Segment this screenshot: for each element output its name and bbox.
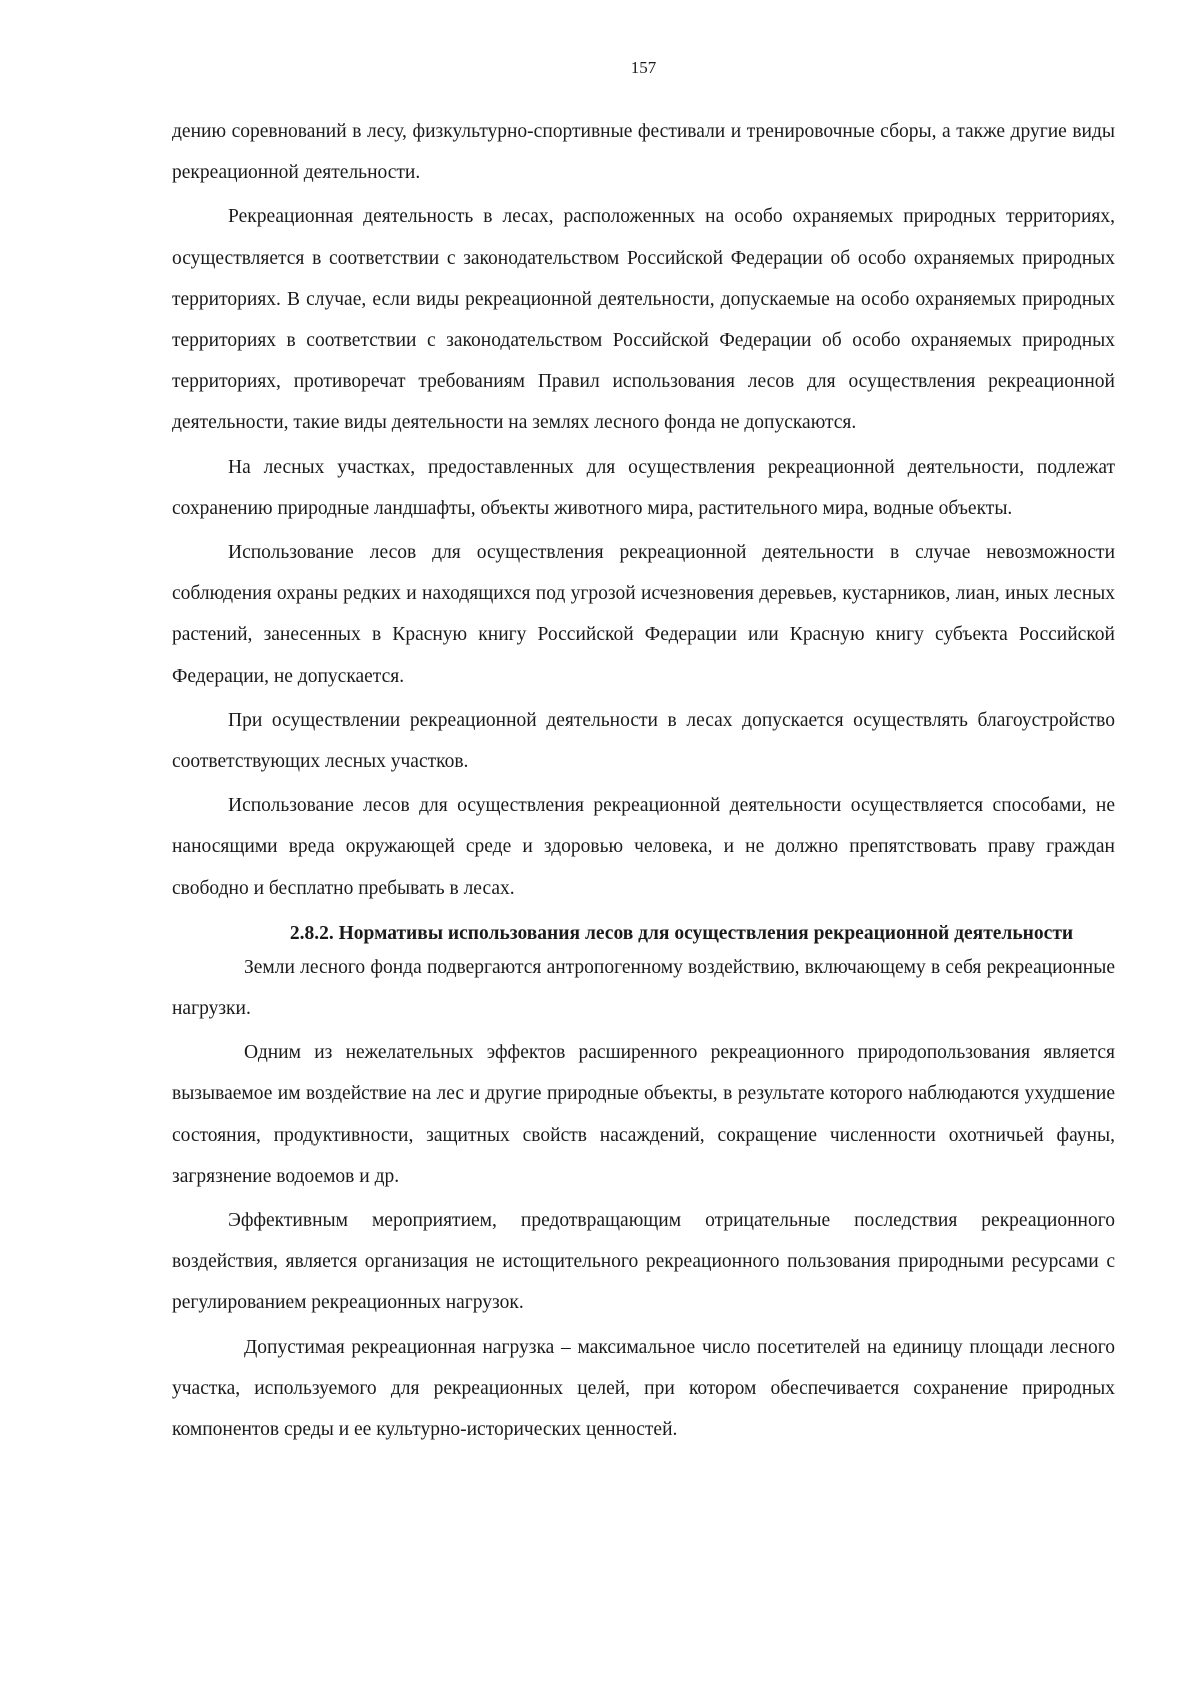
paragraph: Земли лесного фонда подвергаются антропогенному воздействию, включающему в себя рекреационные нагрузки. [172, 956, 1115, 1020]
document-body [172, 111, 1115, 1453]
paragraph: Одним из нежелательных эффектов расширенного рекреационного природопользования является вызываемое им воздействие на лес и другие природные объекты, в результате которого наблюдаются ухудшение состояния, продуктивности, защитных свойств насаждений, сокращение численности охотничьей фауны, загрязнение водоемов и др. [172, 1042, 1115, 1187]
page-number: 157 [630, 58, 657, 77]
paragraph: Рекреационная деятельность в лесах, расположенных на особо охраняемых природных территориях, осуществляется в соответствии с законодательством Российской Федерации об особо охраняемых природных территориях. В случае, если виды рекреационной деятельности, допускаемые на особо охраняемых природных территориях в соответствии с законодательством Российской Федерации об особо охраняемых природных территориях, противоречат требованиям Правил использования лесов для осуществления рекреационной деятельности, такие виды деятельности на землях лесного фонда не допускаются. [172, 206, 1115, 434]
paragraph: Эффективным мероприятием, предотвращающим отрицательные последствия рекреационного воздействия, является организация не истощительного рекреационного пользования природными ресурсами с регулированием рекреационных нагрузок. [172, 1210, 1115, 1314]
paragraph: дению соревнований в лесу, физкультурно-спортивные фестивали и тренировочные сборы, а также другие виды рекреационной деятельности. [172, 121, 1115, 184]
section-heading: 2.8.2. Нормативы использования лесов для осуществления рекреационной деятельности [289, 922, 1074, 944]
paragraph: Использование лесов для осуществления рекреационной деятельности в случае невозможности соблюдения охраны редких и находящихся под угрозой исчезновения деревьев, кустарников, лиан, иных лесных растений, занесенных в Красную книгу Российской Федерации или Красную книгу субъекта Российской Федерации, не допускается. [172, 542, 1115, 687]
paragraph: Допустимая рекреационная нагрузка – максимальное число посетителей на единицу площади лесного участка, используемого для рекреационных целей, при котором обеспечивается сохранение природных компонентов среды и ее культурно-исторических ценностей. [172, 1336, 1115, 1441]
paragraph: Использование лесов для осуществления рекреационной деятельности осуществляется способами, не наносящими вреда окружающей среде и здоровью человека, и не должно препятствовать праву граждан свободно и бесплатно пребывать в лесах. [172, 795, 1115, 899]
paragraph: При осуществлении рекреационной деятельности в лесах допускается осуществлять благоустройство соответствующих лесных участков. [172, 709, 1115, 773]
paragraph: На лесных участках, предоставленных для осуществления рекреационной деятельности, подлежат сохранению природные ландшафты, объекты животного мира, растительного мира, водные объекты. [172, 456, 1115, 519]
